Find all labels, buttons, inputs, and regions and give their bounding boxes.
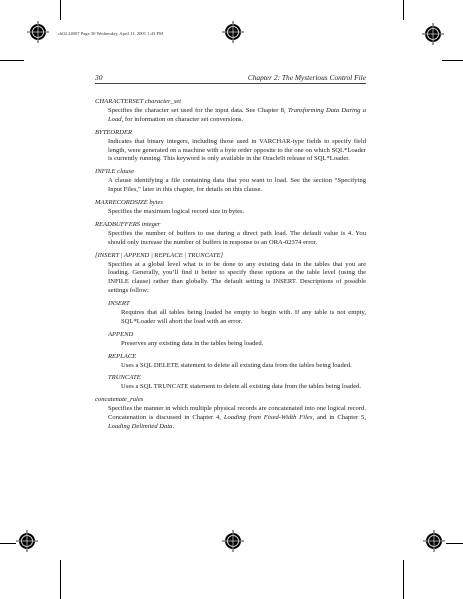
- registration-mark-icon: [27, 21, 49, 43]
- desc-replace: Uses a SQL DELETE statement to delete all existing data from the tables being loaded.: [121, 361, 352, 369]
- registration-mark-icon: [222, 21, 244, 43]
- desc-load-method: Specifies at a global level what is to be done to any existing data in the tables that you are loading. Generally, you’ll find it better to specify these options at the table level (using the INFILE clause) rather than globally. The default setting is INSERT. Descriptions of possible settings follow:: [108, 260, 366, 295]
- registration-mark-icon: [422, 23, 444, 45]
- desc-truncate: Uses a SQL TRUNCATE statement to delete all existing data from the tables being loaded.: [121, 383, 362, 391]
- chapter-reference: Loading Delimited Data: [108, 423, 173, 430]
- registration-mark-icon: [423, 530, 445, 552]
- term-load-method: [INSERT | APPEND | REPLACE | TRUNCATE]: [95, 251, 224, 259]
- crop-mark: [403, 560, 404, 599]
- term-byteorder: BYTEORDER: [95, 128, 132, 136]
- registration-mark-icon: [222, 530, 244, 552]
- desc-maxrecordsize: Specifies the maximum logical record size in bytes.: [108, 207, 245, 215]
- chapter-reference: Transforming Data During a Load: [108, 106, 366, 123]
- crop-mark: [0, 60, 24, 61]
- term-concatenate-rules: concatenate_rules: [95, 396, 144, 404]
- desc-infile: A clause identifying a file containing data that you want to load. See the section “Specifying Input Files,” later in this chapter, for details on this clause.: [108, 177, 366, 194]
- registration-mark-icon: [16, 530, 38, 552]
- desc-readbuffers: Specifies the number of buffers to use during a direct path load. The default value is 4. You should only increase the number of buffers in response to an ORA-02374 error.: [108, 229, 366, 246]
- term-maxrecordsize: MAXRECORDSIZE bytes: [95, 199, 163, 207]
- crop-mark: [0, 543, 16, 544]
- crop-mark: [442, 60, 463, 61]
- desc-byteorder: Indicates that binary integers, including those used in VARCHAR-type fields to specify field length, were generated on a machine with a byte order opposite to the one on which SQL*Loader is currently running. This keyword is only available in the Oracle9i release of SQL*Loader.: [108, 137, 366, 163]
- header-rule: [95, 83, 366, 84]
- desc-insert: Requires that all tables being loaded be empty to begin with. If any table is not empty, SQL*Loader will abort the load with an error.: [121, 309, 366, 325]
- desc-characterset: Specifies the character set used for the input data. See Chapter 8, Transforming Data During a Load, for information on character set conversions.: [108, 106, 366, 123]
- chapter-reference: Loading from Fixed-Width Files: [223, 414, 313, 422]
- term-replace: REPLACE: [108, 352, 137, 360]
- desc-concatenate-rules: Specifies the manner in which multiple physical records are concatenated into one logical record. Concatenation is discussed in Chapter 4, Loading from Fixed-Width Files, and in Chapter 5, Loading Delimited Data.: [108, 405, 366, 430]
- term-readbuffers: READBUFFERS integer: [95, 220, 161, 228]
- term-truncate: TRUNCATE: [108, 374, 141, 382]
- crop-mark: [60, 0, 61, 20]
- chapter-title: Chapter 2: The Mysterious Control File: [247, 73, 366, 82]
- desc-append: Preserves any existing data in the tables being loaded.: [121, 339, 264, 347]
- crop-mark: [446, 543, 463, 544]
- crop-mark: [403, 0, 404, 20]
- term-append: APPEND: [108, 330, 134, 338]
- page-number: 30: [95, 73, 103, 82]
- term-infile: INFILE clause: [95, 168, 135, 176]
- print-slug: ch02.24007 Page 30 Wednesday, April 11, 2001 1:43 PM: [58, 31, 164, 36]
- page-body: [95, 98, 366, 436]
- term-insert: INSERT: [108, 300, 130, 308]
- crop-mark: [60, 560, 61, 599]
- term-characterset: CHARACTERSET character_set: [95, 98, 182, 105]
